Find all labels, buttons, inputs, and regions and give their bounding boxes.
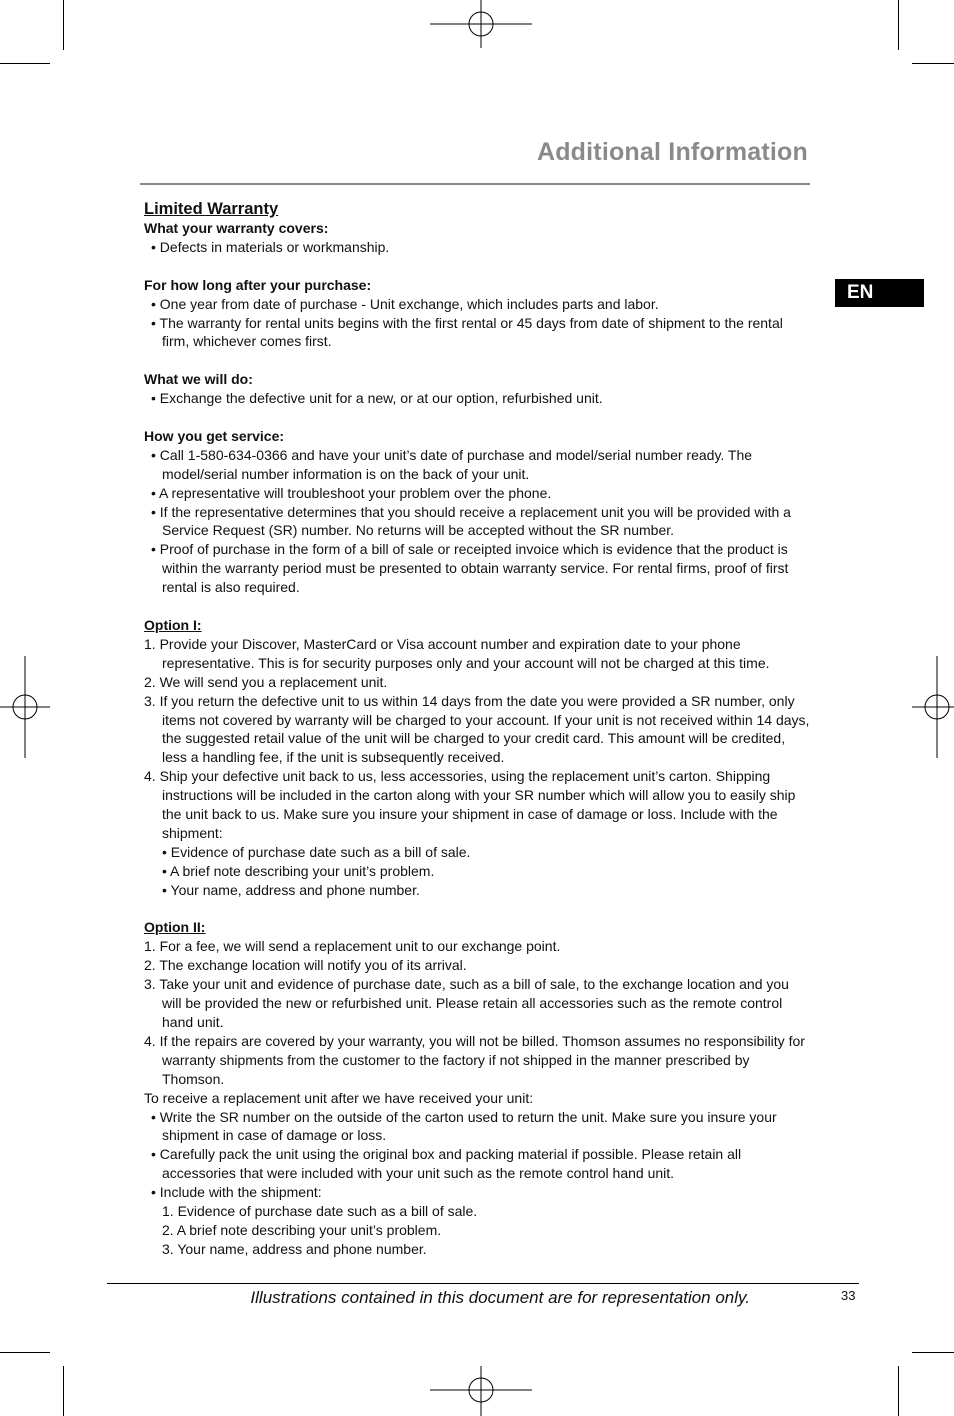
list-item: 1. Provide your Discover, MasterCard or Visa account number and expiration date to your phone representative. This is for security purposes only and your account will not be charged at this time. [144, 635, 770, 671]
crop-mark [0, 1352, 50, 1353]
list-item: • Write the SR number on the outside of the carton used to return the unit. Make sure you insure your shipment in case of damage or loss. [151, 1108, 777, 1144]
list-item: 2. We will send you a replacement unit. [144, 673, 388, 690]
registration-mark-top [430, 0, 534, 50]
crop-mark [912, 1352, 954, 1353]
list-item: • Carefully pack the unit using the original box and packing material if possible. Please retain all accessories that were included with your unit such as the remote control hand unit. [151, 1146, 742, 1182]
crop-mark [63, 0, 64, 50]
list-item: 3. Take your unit and evidence of purchase date, such as a bill of sale, to the exchange location and you will be provided the new or refurbished unit. Please retain all accessories such as the remote control hand unit. [144, 976, 789, 1030]
list-item: • Call 1-580-634-0366 and have your unit’s date of purchase and model/serial number ready. The model/serial number information is on the back of your unit. [151, 446, 753, 482]
list-item: 3. If you return the defective unit to us within 14 days from the date you were provided a SR number, only items not covered by warranty will be charged to your account. If your unit is not received within 14 days, the suggested retail value of the unit will be charged to your credit card. This amount will be credited, less a handling fee, if the unit is subsequently received. [144, 692, 810, 766]
list-item: • Include with the shipment: [151, 1184, 322, 1201]
page-number: 33 [841, 1288, 856, 1303]
list-item: • If the representative determines that you should receive a replacement unit you will be provided with a Service Request (SR) number. No returns will be accepted without the SR number. [151, 503, 791, 539]
list-item: • Evidence of purchase date such as a bill of sale. [162, 843, 471, 860]
section-title: Limited Warranty [144, 200, 279, 218]
crop-mark [898, 0, 899, 50]
list-item: 2. The exchange location will notify you of its arrival. [144, 957, 467, 974]
list-item: • A representative will troubleshoot your problem over the phone. [151, 484, 552, 501]
list-item: 3. Your name, address and phone number. [162, 1240, 427, 1257]
list-item: • Proof of purchase in the form of a bill of sale or receipted invoice which is evidence that the product is within the warranty period must be presented to obtain warranty service. For rental firms, proof of first rental is also required. [151, 541, 789, 596]
crop-mark [898, 1366, 899, 1416]
how-long-heading: For how long after your purchase: [144, 276, 372, 293]
list-item: • Exchange the defective unit for a new, or at our option, refurbished unit. [151, 390, 603, 407]
list-item: • A brief note describing your unit’s problem. [162, 862, 435, 879]
option-2-heading: Option II: [144, 919, 206, 936]
footer-rule [107, 1283, 859, 1284]
list-item: 2. A brief note describing your unit’s problem. [162, 1221, 442, 1238]
page-title: Additional Information [536, 138, 808, 166]
footer-note: Illustrations contained in this document are for representation only. [250, 1288, 750, 1307]
list-item: 4. If the repairs are covered by your warranty, you will not be billed. Thomson assumes no responsibility for warranty shipments from the customer to the factory if not shipped in the manner prescribed by Thomson. [144, 1032, 805, 1087]
registration-mark-right [904, 656, 954, 760]
receive-intro: To receive a replacement unit after we have received your unit: [144, 1089, 534, 1106]
registration-mark-left [0, 656, 52, 760]
registration-mark-bottom [430, 1366, 534, 1416]
list-item: • Your name, address and phone number. [162, 881, 420, 898]
list-item: 1. Evidence of purchase date such as a bill of sale. [162, 1203, 478, 1220]
crop-mark [0, 63, 50, 64]
title-rule [140, 183, 810, 185]
crop-mark [63, 1366, 64, 1416]
option-1-heading: Option I: [144, 616, 202, 633]
service-heading: How you get service: [144, 427, 285, 444]
warranty-content [144, 200, 812, 1259]
list-item: 1. For a fee, we will send a replacement unit to our exchange point. [144, 938, 561, 955]
list-item: • The warranty for rental units begins with the first rental or 45 days from date of shipment to the rental firm, whichever comes first. [151, 314, 783, 350]
crop-mark [912, 63, 954, 64]
list-item: • Defects in materials or workmanship. [151, 238, 390, 255]
will-do-heading: What we will do: [144, 371, 253, 388]
covers-heading: What your warranty covers: [144, 220, 329, 236]
list-item: 4. Ship your defective unit back to us, less accessories, using the replacement unit’s carton. Shipping instructions will be included in the carton along with your SR number which will allow you to easily ship the unit back to us. Make sure you insure your shipment in case of damage or loss. Include with the shipment: [144, 768, 796, 841]
list-item: • One year from date of purchase - Unit exchange, which includes parts and labor. [151, 295, 659, 312]
language-tab: EN [835, 279, 924, 307]
